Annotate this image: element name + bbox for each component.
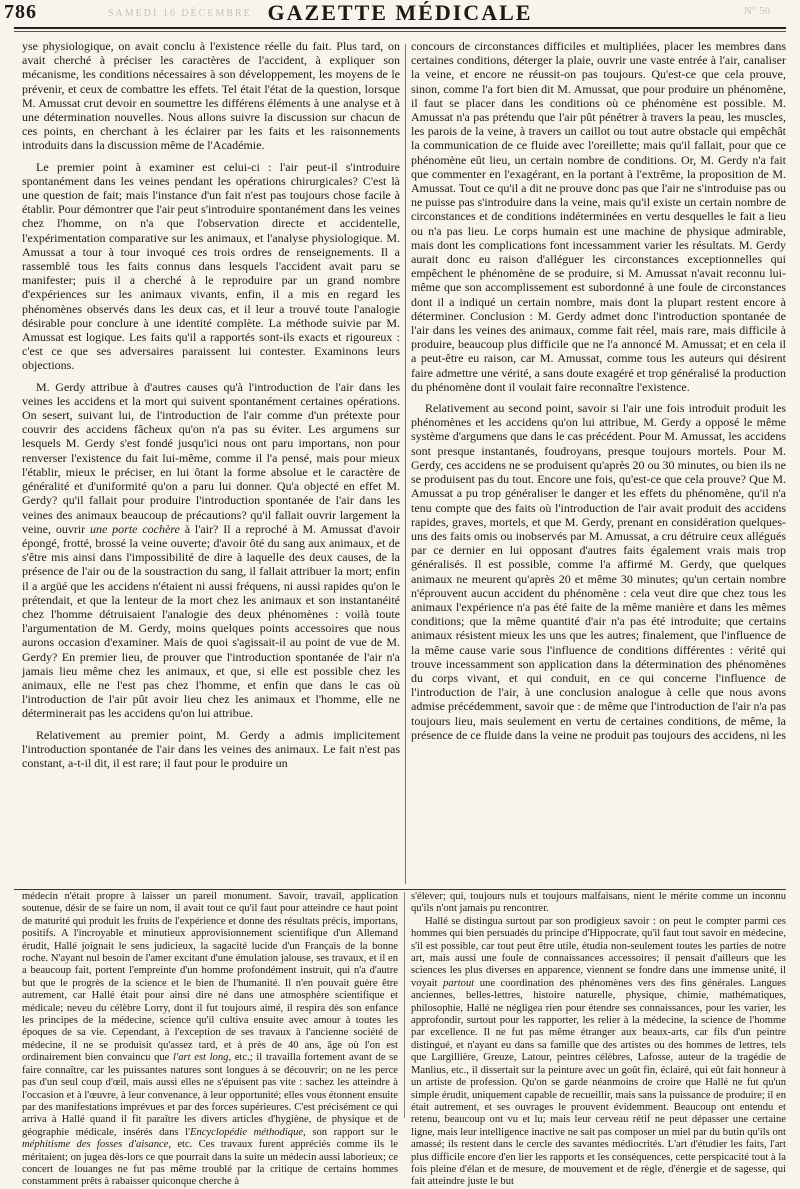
paragraph: concours de circonstances difficiles et multipliées, placer les membres dans certaines conditions, déterger la plaie, ouvrir une vaste entrée à l'air, canaliser la veine, et encore ne réussit-on pas toujours. Qu'est-ce que cela prouve, sinon, comme l'a fort bien dit M. Amussat, que pour produire un phénomène, il faut se placer dans les conditions où ce phénomène est possible. M. Amussat n'a pas prétendu que l'air pût pénétrer à travers la peau, les muscles, les parois de la veine, à travers un caillot ou tout autre obstacle qui empêchât la communication de ce fluide avec l'oreillette; mais qu'il fallait, pour que ce phénomène eût lieu, un certain nombre de conditions. Or, M. Gerdy n'a fait que commenter en l'exagérant, en la portant à l'extrême, la proposition de M. Amussat. Tout ce qu'il a dit ne prouve donc pas que l'air ne s'introduise pas ou ne puisse pas s'introduire dans la veine, mais qu'il existe un certain nombre de circonstances et de conditions indéterminées en vertu desquelles le fait a lieu ou n'a pas lieu. Le corps humain est une machine de physique admirable, mais dont les complications font incessamment varier les résultats. M. Gerdy aurait donc eu raison d'alléguer les circonstances exceptionnelles qui empêchent le phénomène de se produire, si M. Amussat n'avait reconnu lui-même que son accomplissement est subordonné à une foule de circonstances dont il a indiqué un certain nombre, mais dont la plupart restent encore à déterminer. Conclusion : M. Gerdy admet donc l'introduction spontanée de l'air dans les veines des animaux, comme fait réel, mais rare, mais difficile à produire, beaucoup plus difficile que ne l'a annoncé M. Amussat; et en cela il a peut-être eu raison, car M. Amussat, comme tous les auteurs qui désirent faire admettre une vérité, a sans doute exagéré et trop généralisé la production du phénomène dont il voulait faire reconnaître l'existence. <box>411 39 786 394</box>
text-run: , etc.; il travailla fortement avant de se faire connaître, car les puissantes natures sont longues à se découvrir; on ne les perce pas d'un seul coup d'œil, mais aussi elles ne s'épuisent pas vite : sachez les atteindre à l'occasion et à l'œuvre, à leur convenance, à leur opportunité; elles vous étonnent ensuite par des manifestations imprévues et par des forces supérieures. C'est précisément ce qui arriva à Hallé quand il fit paraître les divers articles d'hygiène, de physique et de géographie médicale, insérés dans l' <box>22 1052 398 1138</box>
text-run: médecin n'était propre à laisser un pareil monument. Savoir, travail, application soutenue, désir de se faire un nom, il avait tout ce qu'il faut pour atteindre ce haut point de maturité qui produit les fruits de l'expérience et donne des résultats précis, importans, positifs. A l'incroyable et minutieux approvisionnement scientifique d'un Allemand érudit, Hallé joignait le sens judicieux, la sagacité lucide d'un Français de la bonne roche. N'ayant nul besoin de l'amer excitant d'une émulation jalouse, ses travaux, et il en a beaucoup fait, portent l'empreinte d'un homme profondément instruit, qui n'a d'autre but que le progrès de la science et le bien de l'humanité. Il n'en pouvait guère être autrement, car Hallé était pour ainsi dire né dans une atmosphère scientifique et médicale; neveu du célèbre Lorry, dont il fut toujours aimé, il respira dès son enfance les principes de la médecine, science qu'il cultiva ensuite avec amour à toutes les époques de sa vie. Cependant, à l'exception de ses travaux à l'ancienne société de médecine, il ne se produisit qu'assez tard, et à près de 40 ans, âge où l'on est ordinairement bien convaincu que <box>22 891 398 1064</box>
paragraph: Relativement au premier point, M. Gerdy a admis implicitement l'introduction spontanée de l'air dans les veines des animaux. Le fait n'est pas constant, a-t-il dit, il est rare; il faut pour le produire un <box>22 727 400 770</box>
paragraph <box>411 916 786 1189</box>
italic-run: Encyclopédie méthodique <box>190 1126 304 1138</box>
paragraph <box>22 380 400 721</box>
italic-run: l'art est long <box>173 1052 229 1064</box>
show-through-date: SAMEDI 16 DÉCEMBRE <box>108 8 252 19</box>
left-column <box>22 39 400 885</box>
text-run: une coordination des phénomènes vers des fins générales. Langues anciennes, belles-lettres, histoire naturelle, physique, chimie, mathématiques, philosophie, Hallé ne négligea rien pour étendre ses connaissances, pour les varier, les approfondir, surtout pour les rapporter, les relier à la médecine, la science de l'homme par excellence. Il ne fut pas même étranger aux beaux-arts, car fils d'un peintre distingué, et n'ayant eu dans sa famille que des artistes ou des hommes de lettres, tels que Largillière, Greuze, Latour, peintres célèbres, Lafosse, auteur de la tragédie de Manlius, etc., il dissertait sur la peinture avec un goût fin, éclairé, qui eût fait honneur à un artiste de profession. Qu'on se garde néanmoins de croire que Hallé ne fut qu'un simple érudit, uniquement capable de recueillir, mais sans la puissance de produire; il en était autrement, et ses ouvrages le prouvent évidemment. Beaucoup ont entendu et retenu, beaucoup ont vu et lu; mais leur cerveau rétif ne peut dépasser une certaine ligne, mais leur intelligence inactive ne sait pas composer un miel par du butin qu'ils ont amassé; ils restent dans le cercle des savantes médiocrités. L'art d'étudier les faits, l'art plus difficile encore d'en lier les rapports et les conséquences, cette perspicacité tout à la fois pleine d'élan et de mesure, de mouvement et de règle, d'énergie et de sagesse, qui fait atteindre juste le but <box>411 977 786 1188</box>
feuilleton-rule <box>14 889 786 890</box>
italic-run: méphitisme des fosses d'aisance <box>22 1139 169 1151</box>
feuilleton-left-column <box>22 891 398 1188</box>
paragraph: yse physiologique, on avait conclu à l'existence réelle du fait. Plus tard, on avait cherché à préciser les caractères de l'accident, à expliquer son mécanisme, les conditions nécessaires à son développement, les moyens de le prévenir, et ceux de combattre les effets. Tel était l'état de la question, lorsque M. Amussat crut devoir en soumettre les différens éléments à une analyse et à une détermination nouvelles. Nous allons suivre la discussion sur chacun de ces points, en cherchant à les éclairer par les faits et les raisonnements introduits dans la discussion même de l'Académie. <box>22 39 400 153</box>
feuilleton-right-column <box>411 891 786 1188</box>
running-head-title: GAZETTE MÉDICALE <box>267 0 533 25</box>
paragraph: Relativement au second point, savoir si l'air une fois introduit produit les phénomènes et les accidens qu'on lui attribue, M. Gerdy a opposé le même système d'argumens que dans le cas précédent. Pour M. Amussat, les accidens sont presque instantanés, foudroyans, presque toujours mortels. Pour M. Gerdy, ces accidens ne se produisent qu'après 20 ou 30 minutes, ou bien ils ne se produisent pas du tout. Encore une fois, qu'est-ce que cela prouve? Que M. Amussat a pu trop généraliser le danger et les effets du phénomène, qu'il n'a tenu compte que des faits où l'introduction de l'air avait produit des accidens rapides, graves, mortels, et que M. Gerdy, prenant en considération quelques-uns des faits omis ou inobservés par M. Amussat, a cru détruire ceux allégués par ce dernier en lui opposant d'autres faits également vrais mais trop généralisés. Il est possible, comme l'a affirmé M. Gerdy, que quelques animaux ne meurent qu'après 20 et même 30 minutes; qu'un certain nombre n'éprouvent aucun accident du phénomène : cela veut dire que chez tous les animaux l'expérience n'a pas été faite de la même manière et dans les mêmes conditions; que la même quantité d'air n'a pas été introduite; que certains animaux résistent mieux les uns que les autres; finalement, que l'influence de la même cause varie sous l'influence de conditions différentes : vérité qui trouve incessamment son application dans la détermination des phénomènes du corps vivant, et qui conduit, en ce qui concerne l'influence de l'introduction de l'air, à une conclusion analogue à celle que nous avons admise précédemment, savoir que : de même que l'introduction de l'air n'a pas toujours lieu, mais seulement en vertu de certaines conditions, de même, la présence de ce fluide dans la veine ne produit pas toujours des accidens, ni les <box>411 401 786 742</box>
column-divider <box>405 44 406 884</box>
italic-run: partout <box>443 977 475 989</box>
text-run: , son rapport sur le <box>303 1126 398 1138</box>
header-rule-thin <box>14 31 786 32</box>
page-number: 786 <box>4 1 37 23</box>
paragraph <box>22 891 398 1189</box>
column-divider <box>404 892 405 1118</box>
text-run: M. Gerdy attribue à d'autres causes qu'à l'introduction de l'air dans les veines les accidens et la mort qui suivent spontanément certaines opérations. On sesert, suivant lui, de l'introduction de l'air comme d'un prétexte pour couvrir des accidens fâcheux qu'on n'a pas su éviter. Les argumens sur lesquels M. Gerdy s'est fondé jusqu'ici nous ont paru importans, non pour renverser l'existence du fait lui-même, comme il l'a pensé, mais pour mieux l'établir, mieux le préciser, en lui ôtant la forme absolue et le caractère de généralité et d'uniformité qu'on a paru lui donner. Qu'a objecté en effet M. Gerdy? qu'il fallait pour produire l'introduction spontanée de l'air dans les veines des animaux beaucoup de précautions? qu'il fallait ouvrir largement la veine, ouvrir <box>22 379 400 536</box>
paragraph: Le premier point à examiner est celui-ci : l'air peut-il s'introduire spontanément dans les veines pendant les opérations chirurgicales? C'est là une question de fait; mais l'instance d'un fait n'est pas toujours chose facile à établir. Pour démontrer que l'air peut s'introduire spontanément dans les veines chez l'homme, on n'a que l'observation directe et accidentelle, l'expérimentation comparative sur les animaux, et l'analyse physiologique. M. Amussat a tour à tour invoqué ces trois ordres de renseignements. Il a rassemblé tous les faits connus dans lesquels l'accident avait paru se manifester; puis il a cherché à le reproduire par un grand nombre d'expériences sur les animaux vivants, enfin, il a mis en regard les phénomènes observés dans les deux cas, et il leur a trouvé toute l'analogie désirable pour conclure à une identité complète. La méthode suivie par M. Amussat est logique. Les faits qu'il a rapportés sont-ils exacts et rigoureux : c'est ce que ses adversaires paraissent lui contester. Examinons leurs objections. <box>22 159 400 373</box>
text-run: à l'air? Il a reproché à M. Amussat d'avoir épongé, frotté, brossé la veine ouverte; d'avoir ôté du sang aux animaux, et de s'être mis ainsi dans l'impossibilité de dire à laquelle des deux causes, de la présence de l'air ou de la soustraction du sang, il fallait attribuer la mort; enfin il a argüé que les accidens n'étaient ni aussi fréquens, ni aussi rapides qu'on le prétendait, et que la lenteur de la mort chez les animaux et son instantanéité chez l'homme détruisaient l'analogie des deux phénomènes : voilà toute l'argumentation de M. Gerdy, moins quelques points accessoires que nous aurons occasion d'examiner. Mais de quoi s'agissait-il au point de vue de M. Gerdy? En premier lieu, de prouver que l'introduction spontanée de l'air n'a jamais lieu même chez les animaux, et que, si elle est possible chez les animaux, elle ne l'est pas chez l'homme, et enfin que dans le cas où l'introduction de l'air pût avoir lieu chez les animaux et l'homme, elle ne déterminerait pas les accidens qu'on lui attribue. <box>22 521 401 721</box>
text-run: , etc. Ces travaux furent appréciés comme ils le méritaient; on jugea dès-lors ce que pourrait dans la suite un médecin aussi laborieux; ce concert de louanges ne fut pas même troublé par la critique de certains hommes constamment prêts à rabaisser quiconque cherche à <box>22 1139 398 1188</box>
page-header <box>0 0 800 38</box>
show-through-issue: N° 50 <box>744 5 771 17</box>
header-rule <box>14 27 786 29</box>
paragraph: s'élever; qui, toujours nuls et toujours malfaisans, nient le mérite comme un inconnu qu'ils n'ont jamais pu rencontrer. <box>411 891 786 915</box>
text-run: Hallé se distingua surtout par son prodigieux savoir : on peut le compter parmi ces hommes qui bien persuadés du principe d'Hippocrate, qu'il faut tout savoir en médecine, s'il est possible, car tout peut être utile, étudia non-seulement toutes les parties de notre art, mais aussi une foule de connaissances accessoires; il pensait d'ailleurs que les sciences les plus diverses en apparence, viennent se fondre dans une immense unité, il voyait <box>411 915 786 989</box>
right-column <box>411 39 786 885</box>
italic-run: une porte cochère <box>90 521 180 536</box>
